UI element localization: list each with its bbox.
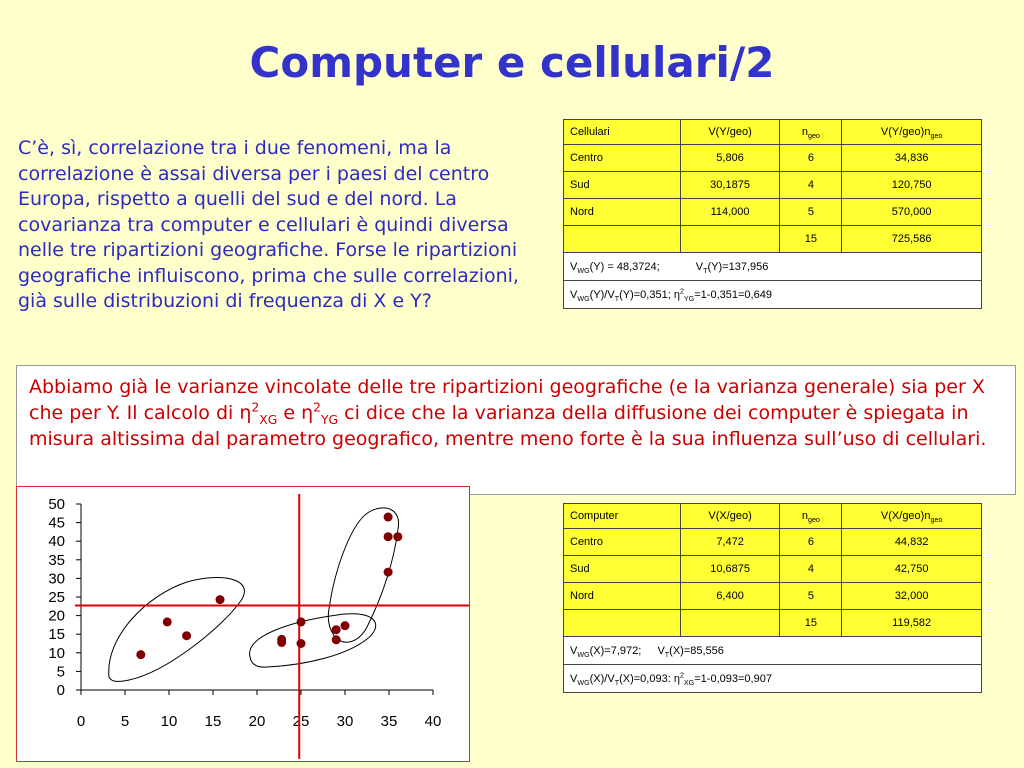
cluster-outline-south xyxy=(250,614,376,667)
table-cell: 6,400 xyxy=(680,583,780,610)
data-point xyxy=(182,631,191,640)
data-point xyxy=(341,621,350,630)
x-tick-label: 10 xyxy=(160,713,178,730)
y-tick-label: 15 xyxy=(48,626,65,644)
formula-variance: $V_{WG}(Y) = 48,3724$; $V_T(Y)=137,956$ xyxy=(564,253,982,281)
x-tick-label: 5 xyxy=(120,713,130,730)
table-row-total xyxy=(564,610,982,637)
header-cell: Computer xyxy=(564,504,681,529)
table-cell xyxy=(564,226,681,253)
cluster-outline-center xyxy=(109,578,245,682)
formula-row xyxy=(564,253,982,281)
table-cell: 114,000 xyxy=(680,199,780,226)
table-cell: Sud xyxy=(564,556,681,583)
header-cell: $V(Y/geo)n_{geo}$ xyxy=(842,120,982,145)
table-cell: 4 xyxy=(780,556,842,583)
table-cell: 34,836 xyxy=(842,145,982,172)
table-cell: 44,832 xyxy=(842,529,982,556)
formula-row xyxy=(564,637,982,665)
page-title: Computer e cellulari/2 xyxy=(249,38,775,87)
data-point xyxy=(297,617,306,626)
table-cell: 6 xyxy=(780,145,842,172)
y-tick-label: 5 xyxy=(56,663,65,681)
y-tick-label: 20 xyxy=(48,607,65,625)
table-row xyxy=(564,199,982,226)
cluster-outlines xyxy=(109,508,399,682)
table-row xyxy=(564,529,982,556)
cellulari-table xyxy=(563,119,982,309)
y-tick-label: 35 xyxy=(48,551,65,569)
table-cell: Sud xyxy=(564,172,681,199)
table-header-row xyxy=(564,120,982,145)
table-cell xyxy=(680,226,780,253)
header-cell: $n_{geo}$ xyxy=(780,504,842,529)
y-tick-label: 45 xyxy=(48,514,65,532)
y-tick-label: 40 xyxy=(48,533,65,551)
data-point xyxy=(136,650,145,659)
x-tick-label: 30 xyxy=(336,713,354,730)
y-tick-label: 30 xyxy=(48,570,65,588)
table-row xyxy=(564,583,982,610)
table-cell: 32,000 xyxy=(842,583,982,610)
table-cell: 725,586 xyxy=(842,226,982,253)
formula-row xyxy=(564,281,982,309)
x-tick-label: 0 xyxy=(76,713,86,730)
table-cell: 4 xyxy=(780,172,842,199)
header-cell: V(X/geo) xyxy=(680,504,780,529)
formula-eta: $V_{WG}(Y)/V_T(Y)=0,351$; $\eta^2_{YG}=1-0,351=0,649$ xyxy=(564,281,982,309)
table-cell: 120,750 xyxy=(842,172,982,199)
mean-lines xyxy=(75,494,469,759)
table-cell: 5 xyxy=(780,199,842,226)
scatter-chart xyxy=(17,487,469,761)
header-cell: $n_{geo}$ xyxy=(780,120,842,145)
data-point xyxy=(384,532,393,541)
table-cell xyxy=(564,610,681,637)
y-tick-label: 0 xyxy=(56,682,65,699)
x-tick-label: 40 xyxy=(424,713,442,730)
table-cell: 15 xyxy=(780,226,842,253)
computer-table xyxy=(563,503,982,693)
data-point xyxy=(163,617,172,626)
data-point xyxy=(393,532,402,541)
data-point xyxy=(297,639,306,648)
y-tick-label: 25 xyxy=(48,589,65,606)
table-cell: Centro xyxy=(564,145,681,172)
x-tick-label: 15 xyxy=(204,713,222,730)
data-point xyxy=(332,625,341,634)
chart-axes xyxy=(48,496,441,730)
table-cell: 119,582 xyxy=(842,610,982,637)
data-point xyxy=(332,635,341,644)
table-row xyxy=(564,556,982,583)
header-cell: $V(X/geo)n_{geo}$ xyxy=(842,504,982,529)
table-cell: 570,000 xyxy=(842,199,982,226)
table-cell: Nord xyxy=(564,583,681,610)
y-tick-label: 10 xyxy=(48,644,65,662)
table-cell: 7,472 xyxy=(680,529,780,556)
table-row xyxy=(564,145,982,172)
header-cell: Cellulari xyxy=(564,120,681,145)
formula-eta: $V_{WG}(X)/V_T(X)=0,093$: $\eta^2_{XG}=1-0,093=0,907$ xyxy=(564,665,982,693)
explanation-box: Abbiamo già le varianze vincolate delle tre ripartizioni geografiche (e la varianza generale) sia per X che per Y. Il calcolo di $\eta^2_{XG}$ e $\eta^2_{YG}$ ci dice che la varianza della diffusione dei computer è spiegata in misura altissima dal parametro geografico, mentre meno forte è la sua influenza sull’uso di cellulari. xyxy=(16,365,1016,495)
table-cell: 6 xyxy=(780,529,842,556)
table-row-total xyxy=(564,226,982,253)
data-point xyxy=(384,513,393,522)
data-point xyxy=(216,595,225,604)
formula-variance: $V_{WG}(X)=7,972$; $V_T(X)=85,556$ xyxy=(564,637,982,665)
y-tick-label: 50 xyxy=(48,496,65,513)
table-header-row xyxy=(564,504,982,529)
table-cell: 5,806 xyxy=(680,145,780,172)
table-cell: 30,1875 xyxy=(680,172,780,199)
header-cell: V(Y/geo) xyxy=(680,120,780,145)
table-cell: 5 xyxy=(780,583,842,610)
x-tick-label: 35 xyxy=(380,713,398,730)
table-cell: Centro xyxy=(564,529,681,556)
formula-row xyxy=(564,665,982,693)
data-point xyxy=(277,635,286,644)
x-tick-label: 20 xyxy=(248,713,266,730)
table-cell: 42,750 xyxy=(842,556,982,583)
table-cell: Nord xyxy=(564,199,681,226)
table-cell xyxy=(680,610,780,637)
intro-paragraph: C’è, sì, correlazione tra i due fenomeni, ma la correlazione è assai diversa per i paesi del centro Europa, rispetto a quelli del sud e del nord. La covarianza tra computer e cellulari è quindi diversa nelle tre ripartizioni geografiche. Forse le ripartizioni geografiche influiscono, prima che sulle correlazioni, già sulle distribuzioni di frequenza di X e Y? xyxy=(18,137,519,312)
table-cell: 10,6875 xyxy=(680,556,780,583)
x-tick-label: 25 xyxy=(292,713,310,730)
data-point xyxy=(384,568,393,577)
table-row xyxy=(564,172,982,199)
table-cell: 15 xyxy=(780,610,842,637)
scatter-chart-panel xyxy=(16,486,470,762)
